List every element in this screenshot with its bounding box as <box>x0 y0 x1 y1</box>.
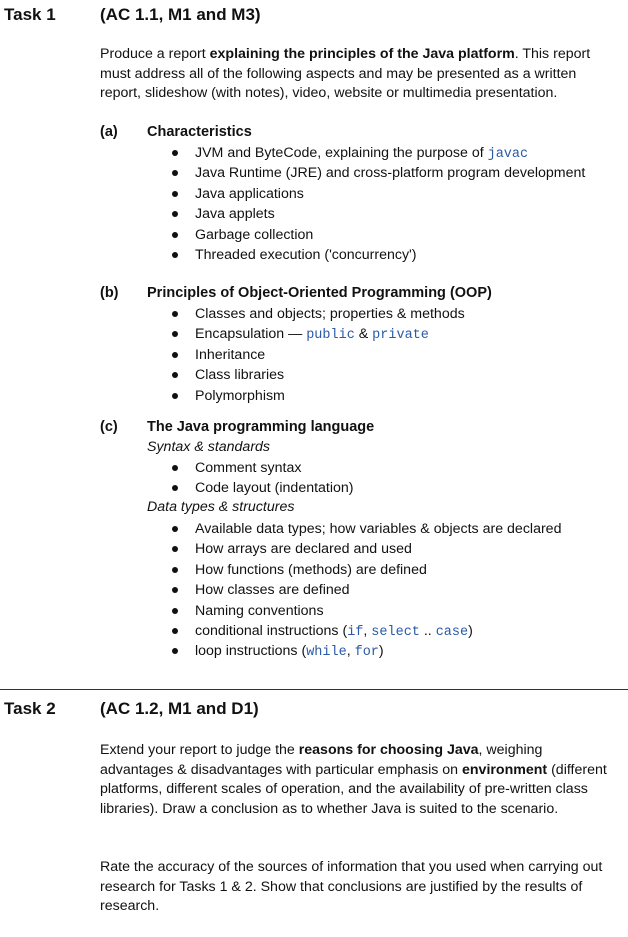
item-text: .. <box>419 622 436 639</box>
list-item: Comment syntax <box>172 458 354 478</box>
item-text: JVM and ByteCode, explaining the purpose of <box>195 145 488 161</box>
section-a-title: Characteristics <box>147 124 252 140</box>
item-text: ) <box>468 622 473 639</box>
list-item: Garbage collection <box>172 225 585 245</box>
list-item: Code layout (indentation) <box>172 478 354 498</box>
intro-post: . This report must address all of the following aspects and may be presented as a written report, slideshow (with notes), video, website or multimedia presentation. <box>100 46 591 102</box>
task1-intro <box>100 45 610 104</box>
list-item <box>172 143 585 163</box>
list-item: Classes and objects; properties & methods <box>172 304 465 324</box>
types-list <box>172 519 561 662</box>
list-item <box>172 621 561 641</box>
task2-para1 <box>100 741 610 820</box>
section-a-letter: (a) <box>100 124 118 140</box>
section-a-list <box>172 143 585 265</box>
section-c-title: The Java programming language <box>147 419 375 435</box>
list-item: Java applets <box>172 204 585 224</box>
list-item <box>172 324 465 344</box>
syntax-heading: Syntax & standards <box>147 439 271 455</box>
code-public: public <box>306 328 355 344</box>
list-item: Threaded execution ('concurrency') <box>172 245 585 265</box>
code-case: case <box>435 624 469 640</box>
item-text: , <box>363 622 372 639</box>
intro-bold: explaining the principles of the Java platform <box>209 46 515 62</box>
syntax-list <box>172 458 354 499</box>
types-heading: Data types & structures <box>147 499 295 515</box>
intro-pre: Produce a report <box>100 46 210 62</box>
para1-post: (different platforms, different scales of operation, and the availability of pre-written class libraries). Draw a conclusion as to whether Java is suited to the scenario. <box>100 761 607 818</box>
para1-bold2: environment <box>462 761 548 778</box>
item-text: loop instructions ( <box>195 643 307 660</box>
item-text: , <box>346 643 355 660</box>
section-b-title: Principles of Object-Oriented Programming (OOP) <box>147 285 492 301</box>
para1-mid: , weighing advantages & disadvantages with particular emphasis on <box>100 742 543 778</box>
list-item: How classes are defined <box>172 580 561 600</box>
code-if: if <box>347 624 364 640</box>
code-while: while <box>306 645 347 661</box>
list-item: Naming conventions <box>172 601 561 621</box>
list-item <box>172 641 561 661</box>
item-text: & <box>354 326 373 343</box>
code-select: select <box>371 624 420 640</box>
item-text: ) <box>378 643 384 660</box>
task1-ac: (AC 1.1, M1 and M3) <box>100 5 261 24</box>
section-c-letter: (c) <box>100 419 118 435</box>
task2-label: Task 2 <box>4 699 56 718</box>
task2-ac: (AC 1.2, M1 and D1) <box>100 699 259 718</box>
list-item: Available data types; how variables & objects are declared <box>172 519 561 539</box>
item-text: conditional instructions ( <box>195 622 348 639</box>
task2-para2: Rate the accuracy of the sources of information that you used when carrying out research for Tasks 1 & 2. Show that conclusions are justified by the results of research. <box>100 859 603 915</box>
list-item: Polymorphism <box>172 386 465 406</box>
list-item: Java Runtime (JRE) and cross-platform program development <box>172 163 585 183</box>
para1-bold1: reasons for choosing Java <box>298 742 479 758</box>
list-item: How functions (methods) are defined <box>172 560 561 580</box>
section-b-letter: (b) <box>100 285 119 301</box>
list-item: How arrays are declared and used <box>172 539 561 559</box>
section-b-list <box>172 304 465 406</box>
list-item: Inheritance <box>172 345 465 365</box>
code-private: private <box>372 328 429 344</box>
item-text: Encapsulation — <box>195 326 307 343</box>
code-for: for <box>354 645 379 661</box>
list-item: Class libraries <box>172 365 465 385</box>
code-javac: javac <box>487 147 529 162</box>
list-item: Java applications <box>172 184 585 204</box>
task1-label: Task 1 <box>4 5 56 24</box>
task-divider <box>0 689 628 690</box>
para1-pre: Extend your report to judge the <box>100 742 299 758</box>
